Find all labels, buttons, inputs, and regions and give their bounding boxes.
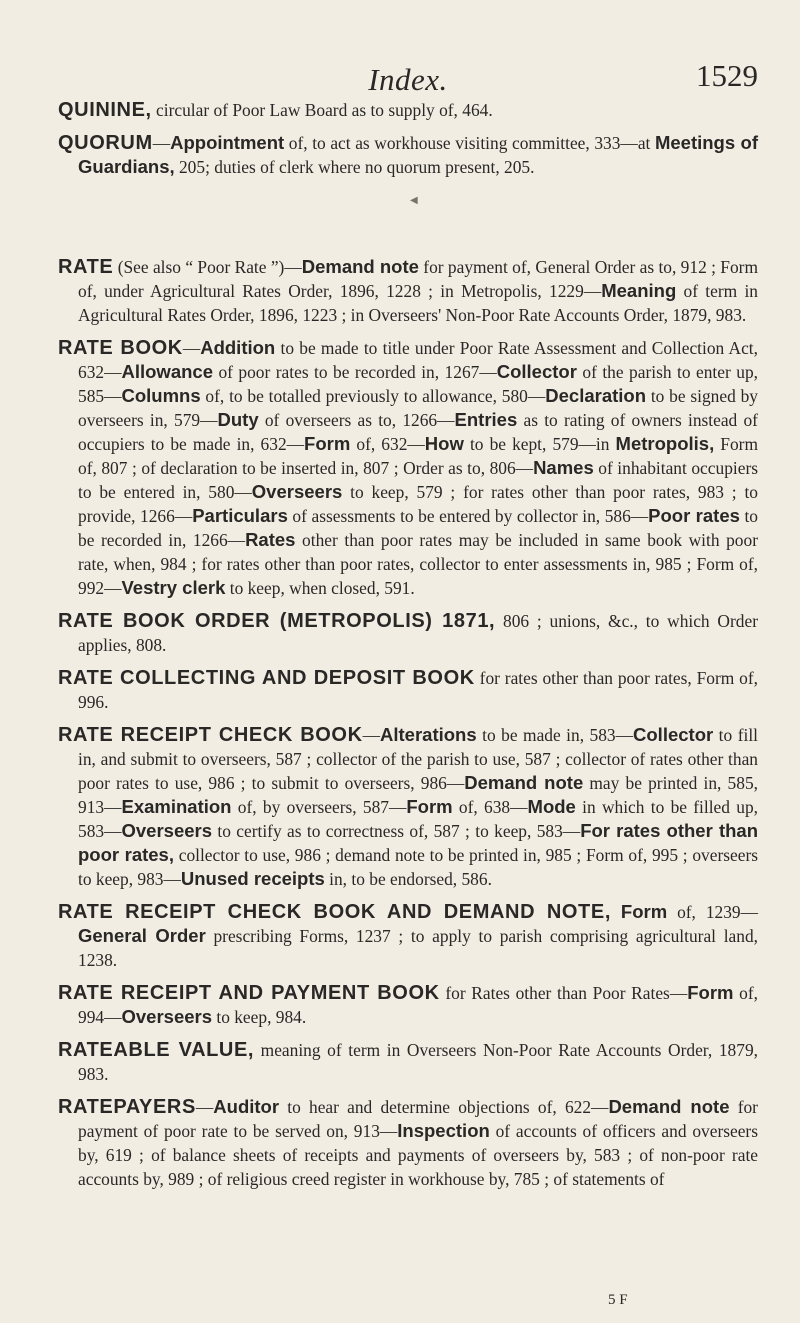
- page-header: [58, 0, 758, 98]
- entry-text: of, to be totalled previously to allowance, 580—: [200, 386, 546, 406]
- entry-text: of poor rates to be recorded in, 1267—: [212, 362, 497, 382]
- entry-text: [611, 902, 621, 922]
- subheading: Form: [304, 433, 351, 454]
- entry-text: for Rates other than Poor Rates—: [439, 983, 688, 1003]
- entry-text: of, to act as workhouse visiting committee, 333—at: [284, 133, 655, 153]
- subheading: Particulars: [192, 505, 288, 526]
- entry-text: of, by overseers, 587—: [231, 797, 407, 817]
- subheading: Metropolis,: [615, 433, 715, 454]
- entry-heading: RATEABLE VALUE,: [58, 1039, 255, 1061]
- entry-text: (See also “ Poor Rate ”)—: [113, 257, 302, 277]
- entry-text: —: [195, 1097, 214, 1117]
- entry-text: to be recorded in, 1266—: [78, 506, 758, 550]
- subheading: Demand note: [608, 1096, 730, 1117]
- subheading: Overseers: [121, 820, 213, 841]
- entry-heading: RATE COLLECTING AND DEPOSIT BOOK: [58, 667, 475, 689]
- index-entry: [58, 666, 758, 714]
- subheading: Mode: [527, 796, 576, 817]
- entry-text: of inhabitant occupiers to be entered in, 580—: [78, 458, 758, 502]
- subheading: Meetings of Guardians,: [78, 132, 759, 177]
- subheading: Inspection: [397, 1120, 490, 1141]
- entry-text: circular of Poor Law Board as to supply of, 464.: [151, 100, 493, 120]
- entry-text: other than poor rates may be included in same book with poor rate, when, 984 ; for rates other than poor rates, collector to enter assessments in, 985 ; Form of, 992—: [78, 530, 758, 598]
- subheading: Columns: [121, 385, 201, 406]
- entry-text: of overseers as to, 1266—: [258, 410, 455, 430]
- subheading: Overseers: [251, 481, 343, 502]
- entry-text: for payment of poor rate to be served on, 913—: [78, 1097, 758, 1141]
- subheading: Declaration: [545, 385, 647, 406]
- entry-text: of, 994—: [78, 983, 758, 1027]
- page-number: 1529: [696, 58, 758, 93]
- stray-mark: ◀: [410, 195, 418, 206]
- entry-heading: RATE RECEIPT CHECK BOOK AND DEMAND NOTE,: [58, 901, 611, 923]
- entry-text: of, 638—: [452, 797, 528, 817]
- entry-text: to fill in, and submit to overseers, 587 ; collector of the parish to use, 587 ; collector of rates other than poor rates to use, 986 ; to submit to overseers, 986—: [78, 725, 758, 793]
- entry-text: to keep, 984.: [212, 1007, 307, 1027]
- entry-text: —: [152, 133, 171, 153]
- entry-text: —: [182, 338, 201, 358]
- subheading: Appointment: [170, 132, 285, 153]
- index-entry: [58, 336, 758, 600]
- subheading: Overseers: [121, 1006, 213, 1027]
- subheading: Form: [687, 982, 734, 1003]
- entry-text: of assessments to be entered by collector in, 586—: [287, 506, 649, 526]
- entry-heading: RATE BOOK: [58, 337, 183, 359]
- entry-heading: QUORUM: [58, 132, 153, 154]
- entry-text: to be kept, 579—in: [463, 434, 616, 454]
- entry-text: to be made to title under Poor Rate Assessment and Collection Act, 632—: [78, 338, 758, 382]
- index-entry: [58, 98, 758, 122]
- subheading: For rates other than poor rates,: [78, 820, 759, 865]
- subheading: Collector: [496, 361, 577, 382]
- entry-text: 806 ; unions, &c., to which Order applies, 808.: [78, 611, 758, 655]
- entry-text: to be signed by overseers in, 579—: [78, 386, 758, 430]
- subheading: How: [424, 433, 464, 454]
- subheading: Collector: [633, 724, 714, 745]
- subheading: Unused receipts: [180, 868, 325, 889]
- entry-text: of term in Agricultural Rates Order, 1896, 1223 ; in Overseers' Non-Poor Rate Accounts Order, 1879, 983.: [78, 281, 758, 325]
- index-entry: [58, 1038, 758, 1086]
- entry-text: of accounts of officers and overseers by, 619 ; of balance sheets of receipts and payments of overseers by, 583 ; of non-poor rate accounts by, 989 ; of religious creed register in workhouse by, 785 ; of statements of: [78, 1121, 758, 1189]
- entry-text: 205; duties of clerk where no quorum present, 205.: [174, 157, 535, 177]
- subheading: Auditor: [213, 1096, 280, 1117]
- index-entry: [58, 981, 758, 1029]
- entry-text: to keep, when closed, 591.: [225, 578, 415, 598]
- subheading: Form: [406, 796, 453, 817]
- subheading: Vestry clerk: [121, 577, 226, 598]
- entry-text: in which to be filled up, 583—: [78, 797, 759, 841]
- entry-text: for rates other than poor rates, Form of, 996.: [78, 668, 758, 712]
- subheading: Poor rates: [648, 505, 740, 526]
- signature-mark: 5 F: [608, 1292, 628, 1308]
- entry-heading: RATE BOOK ORDER (METROPOLIS) 1871,: [58, 610, 496, 632]
- subheading: Rates: [245, 529, 296, 550]
- subheading: Addition: [200, 337, 276, 358]
- subheading: Form: [620, 901, 668, 922]
- subheading: Demand note: [464, 772, 584, 793]
- entry-text: of the parish to enter up, 585—: [78, 362, 758, 406]
- running-head: Index.: [368, 62, 448, 97]
- index-entries: [58, 98, 758, 1191]
- subheading: Allowance: [121, 361, 213, 382]
- entry-heading: QUININE,: [58, 99, 152, 121]
- entry-text: for payment of, General Order as to, 912 ; Form of, under Agricultural Rates Order, 1896, 1228 ; in Metropolis, 1229—: [78, 257, 758, 301]
- entry-text: collector to use, 986 ; demand note to be printed in, 985 ; Form of, 995 ; overseers to keep, 983—: [78, 845, 759, 889]
- entry-heading: RATEPAYERS: [58, 1096, 196, 1118]
- entry-text: of, 1239—: [667, 902, 758, 922]
- subheading: General Order: [78, 925, 206, 946]
- entry-text: may be printed in, 585, 913—: [78, 773, 758, 817]
- index-entry: [58, 723, 758, 891]
- entry-heading: RATE: [58, 256, 114, 278]
- index-entry: [58, 131, 758, 179]
- subheading: Demand note: [301, 256, 419, 277]
- entry-text: meaning of term in Overseers Non-Poor Rate Accounts Order, 1879, 983.: [78, 1040, 758, 1084]
- subheading: Entries: [454, 409, 518, 430]
- entry-text: in, to be endorsed, 586.: [324, 869, 492, 889]
- subheading: Meaning: [601, 280, 677, 301]
- index-entry: [58, 1095, 758, 1191]
- entry-text: to certify as to correctness of, 587 ; to keep, 583—: [212, 821, 581, 841]
- entry-text: of, 632—: [350, 434, 425, 454]
- entry-heading: RATE RECEIPT AND PAYMENT BOOK: [58, 982, 440, 1004]
- entry-text: prescribing Forms, 1237 ; to apply to parish comprising agricultural land, 1238.: [78, 926, 758, 970]
- entry-text: to hear and determine objections of, 622—: [279, 1097, 609, 1117]
- entry-heading: RATE RECEIPT CHECK BOOK: [58, 724, 363, 746]
- entry-text: to be made in, 583—: [476, 725, 634, 745]
- subheading: Alterations: [380, 724, 477, 745]
- index-entry: [58, 609, 758, 657]
- index-entry: [58, 900, 758, 972]
- subheading: Duty: [217, 409, 259, 430]
- entry-text: —: [362, 725, 381, 745]
- entry-text: to keep, 579 ; for rates other than poor rates, 983 ; to provide, 1266—: [78, 482, 758, 526]
- subheading: Names: [533, 457, 594, 478]
- subheading: Examination: [121, 796, 232, 817]
- entry-text: as to rating of owners instead of occupiers to be made in, 632—: [78, 410, 758, 454]
- entry-text: Form of, 807 ; of declaration to be inserted in, 807 ; Order as to, 806—: [78, 434, 758, 478]
- index-entry: [58, 255, 758, 327]
